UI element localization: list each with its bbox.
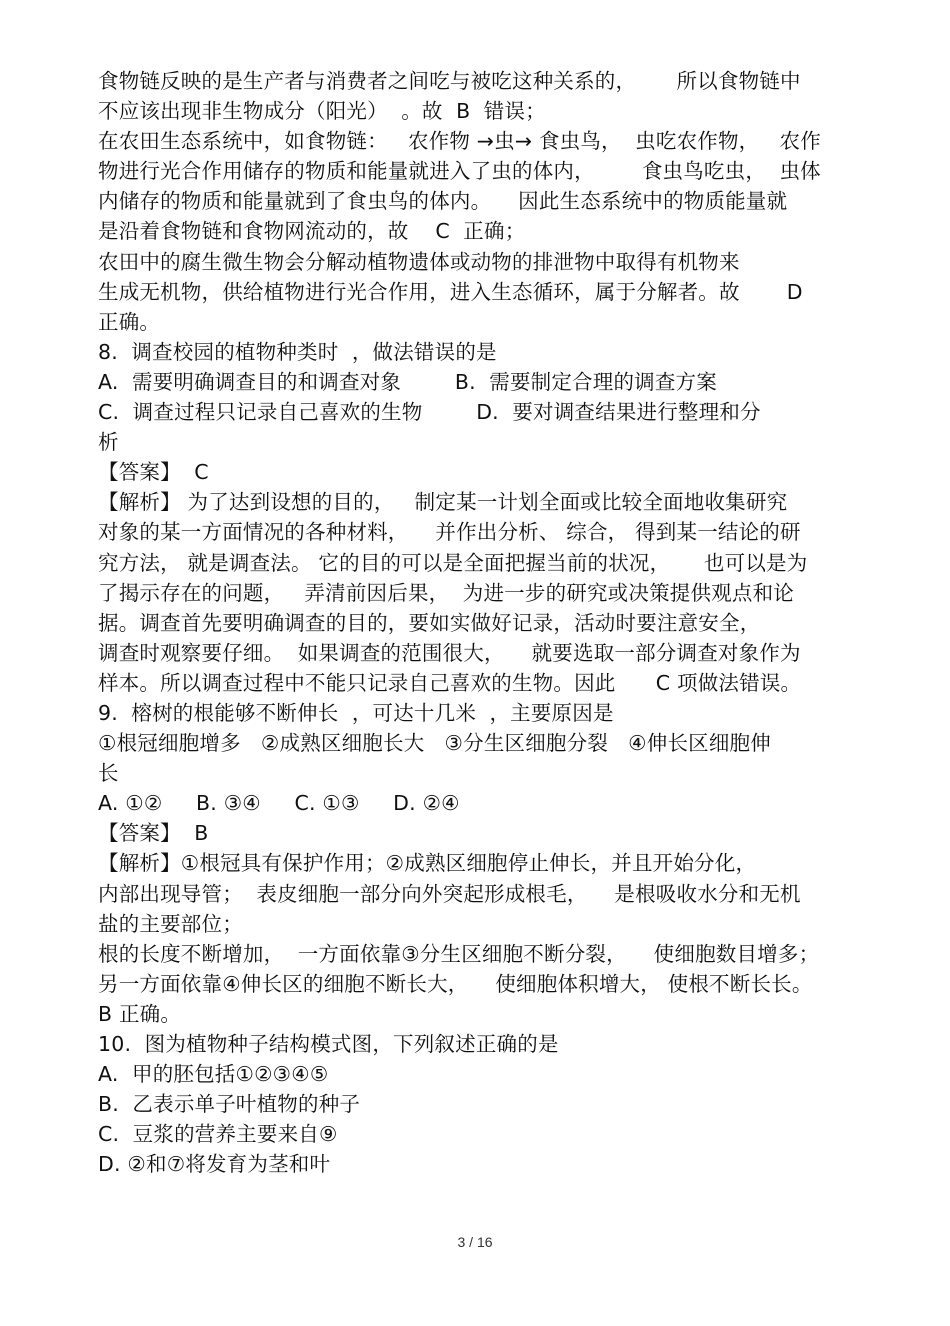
text-line: A. 需要明确调查目的和调查对象 B. 需要制定合理的调查方案 bbox=[98, 369, 717, 394]
text-line: A. 甲的胚包括①②③④⑤ bbox=[98, 1062, 329, 1087]
text-line: 盐的主要部位； bbox=[98, 911, 243, 936]
page-number: 3 / 16 bbox=[457, 1234, 493, 1250]
text-line: 内储存的物质和能量就到了食虫鸟的体内。 因此生态系统中的物质能量就 bbox=[98, 189, 788, 214]
text-line: 8. 调查校园的植物种类时 ，做法错误的是 bbox=[98, 339, 497, 364]
text-line: C. 调查过程只记录自己喜欢的生物 D. 要对调查结果进行整理和分 bbox=[98, 400, 761, 425]
text-line: ①根冠细胞增多 ②成熟区细胞长大 ③分生区细胞分裂 ④伸长区细胞伸 bbox=[98, 731, 771, 756]
text-line: 【解析】①根冠具有保护作用；②成熟区细胞停止伸长，并且开始分化， bbox=[98, 851, 757, 876]
text-line: 据。调查首先要明确调查的目的，要如实做好记录，活动时要注意安全， bbox=[98, 610, 761, 635]
text-line: C. 豆浆的营养主要来自⑨ bbox=[98, 1122, 338, 1147]
text-line: 根的长度不断增加， 一方面依靠③分生区细胞不断分裂， 使细胞数目增多； bbox=[98, 941, 820, 966]
text-line: B 正确。 bbox=[98, 1001, 182, 1026]
text-line: 析 bbox=[98, 430, 119, 455]
text-line: 农田中的腐生微生物会分解动植物遗体或动物的排泄物中取得有机物来 bbox=[98, 249, 740, 274]
text-line: 【解析】 为了达到设想的目的， 制定某一计划全面或比较全面地收集研究 bbox=[98, 490, 788, 515]
text-line: B. 乙表示单子叶植物的种子 bbox=[98, 1092, 361, 1117]
text-line: 另一方面依靠④伸长区的细胞不断长大， 使细胞体积增大， 使根不断长长。 bbox=[98, 971, 813, 996]
text-line: 究方法， 就是调查法。 它的目的可以是全面把握当前的状况， 也可以是为 bbox=[98, 550, 808, 575]
text-line: 9. 榕树的根能够不断伸长 ，可达十几米 ，主要原因是 bbox=[98, 700, 614, 725]
text-line: 生成无机物，供给植物进行光合作用，进入生态循环，属于分解者。故 D bbox=[98, 279, 803, 304]
text-line: 内部出现导管； 表皮细胞一部分向外突起形成根毛， 是根吸收水分和无机 bbox=[98, 881, 801, 906]
text-line: 是沿着食物链和食物网流动的，故 C 正确； bbox=[98, 219, 526, 244]
page-body bbox=[98, 66, 843, 1179]
text-line: 对象的某一方面情况的各种材料， 并作出分析、 综合， 得到某一结论的研 bbox=[98, 520, 801, 545]
text-line: 正确。 bbox=[98, 309, 161, 334]
text-line: 在农田生态系统中，如食物链： 农作物 →虫→ 食虫鸟， 虫吃农作物， 农作 bbox=[98, 129, 821, 154]
text-line: 长 bbox=[98, 761, 119, 786]
text-line: 食物链反映的是生产者与消费者之间吃与被吃这种关系的， 所以食物链中 bbox=[98, 69, 801, 93]
text-line: 样本。所以调查过程中不能只记录自己喜欢的生物。因此 C 项做法错误。 bbox=[98, 670, 802, 695]
text-line: 【答案】 B bbox=[98, 821, 209, 846]
text-line: 调查时观察要仔细。 如果调查的范围很大， 就要选取一部分调查对象作为 bbox=[98, 640, 801, 665]
text-line: D. ②和⑦将发育为茎和叶 bbox=[98, 1152, 331, 1177]
text-line: 了揭示存在的问题， 弄清前因后果， 为进一步的研究或决策提供观点和论 bbox=[98, 580, 794, 605]
text-line: 10. 图为植物种子结构模式图，下列叙述正确的是 bbox=[98, 1032, 559, 1056]
text-line: 【答案】 C bbox=[98, 460, 209, 485]
text-line: A. ①② B. ③④ C. ①③ D. ②④ bbox=[98, 791, 460, 816]
text-line: 物进行光合作用储存的物质和能量就进入了虫的体内， 食虫鸟吃虫， 虫体 bbox=[98, 159, 821, 184]
text-line: 不应该出现非生物成分（阳光） 。故 B 错误； bbox=[98, 99, 546, 124]
